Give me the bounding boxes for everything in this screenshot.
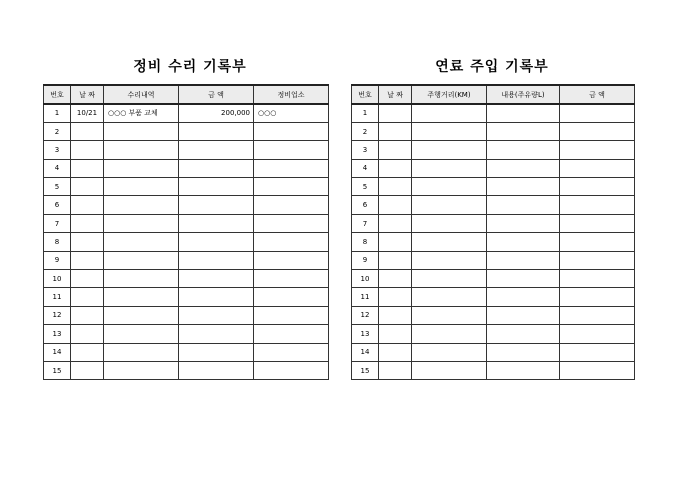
fuel-cell-date[interactable] [379,159,412,177]
table-row [44,325,329,343]
fuel-cell-date[interactable] [379,122,412,140]
repair-cell-repair-shop[interactable] [254,325,329,343]
repair-cell-repair-details[interactable] [104,122,179,140]
fuel-cell-amount[interactable] [560,343,635,361]
repair-header-repair-details: 수리내역 [104,85,179,104]
fuel-cell-mileage[interactable] [412,141,487,159]
fuel-cell-fuel-amount[interactable] [487,104,560,122]
fuel-cell-no: 13 [352,325,379,343]
fuel-cell-no: 5 [352,178,379,196]
repair-cell-repair-details[interactable] [104,159,179,177]
fuel-cell-no: 3 [352,141,379,159]
repair-cell-date[interactable] [71,288,104,306]
table-row [352,233,635,251]
repair-header-no: 번호 [44,85,71,104]
repair-cell-date[interactable] [71,196,104,214]
fuel-cell-amount[interactable] [560,159,635,177]
repair-cell-amount[interactable] [179,361,254,379]
table-row [44,122,329,140]
repair-cell-repair-shop[interactable] [254,361,329,379]
repair-cell-repair-shop[interactable] [254,288,329,306]
fuel-cell-no: 4 [352,159,379,177]
fuel-cell-amount[interactable] [560,270,635,288]
repair-cell-no: 6 [44,196,71,214]
fuel-cell-mileage[interactable] [412,122,487,140]
repair-cell-repair-details[interactable]: ○○○ 부품 교체 [104,104,179,122]
repair-cell-date[interactable] [71,306,104,324]
fuel-cell-fuel-amount[interactable] [487,141,560,159]
fuel-cell-amount[interactable] [560,104,635,122]
repair-cell-no: 13 [44,325,71,343]
table-row [352,343,635,361]
fuel-cell-no: 7 [352,214,379,232]
fuel-cell-amount[interactable] [560,214,635,232]
fuel-log-title: 연료 주입 기록부 [435,59,549,75]
fuel-log-table [351,84,635,380]
repair-log-table [43,84,329,380]
fuel-cell-amount[interactable] [560,306,635,324]
repair-cell-repair-shop[interactable] [254,141,329,159]
repair-cell-no: 8 [44,233,71,251]
repair-cell-date[interactable] [71,141,104,159]
repair-cell-amount[interactable] [179,141,254,159]
repair-cell-amount[interactable] [179,214,254,232]
repair-cell-repair-shop[interactable] [254,343,329,361]
fuel-cell-fuel-amount[interactable] [487,361,560,379]
repair-cell-amount[interactable] [179,325,254,343]
table-row [44,288,329,306]
fuel-cell-date[interactable] [379,104,412,122]
repair-cell-date[interactable] [71,361,104,379]
fuel-cell-fuel-amount[interactable] [487,251,560,269]
fuel-cell-amount[interactable] [560,122,635,140]
fuel-cell-mileage[interactable] [412,361,487,379]
repair-cell-repair-details[interactable] [104,251,179,269]
table-row [44,159,329,177]
repair-cell-amount[interactable] [179,270,254,288]
table-row [352,141,635,159]
fuel-cell-date[interactable] [379,178,412,196]
fuel-header-amount: 금 액 [560,85,635,104]
repair-cell-repair-details[interactable] [104,325,179,343]
fuel-cell-no: 10 [352,270,379,288]
fuel-cell-mileage[interactable] [412,214,487,232]
fuel-cell-amount[interactable] [560,178,635,196]
fuel-cell-mileage[interactable] [412,306,487,324]
repair-cell-no: 7 [44,214,71,232]
repair-cell-repair-details[interactable] [104,288,179,306]
fuel-cell-mileage[interactable] [412,288,487,306]
repair-cell-amount[interactable] [179,251,254,269]
table-row [352,196,635,214]
repair-cell-no: 9 [44,251,71,269]
repair-cell-no: 1 [44,104,71,122]
fuel-cell-mileage[interactable] [412,178,487,196]
fuel-cell-mileage[interactable] [412,233,487,251]
table-row [352,306,635,324]
repair-cell-date[interactable] [71,122,104,140]
repair-cell-date[interactable] [71,343,104,361]
repair-cell-no: 15 [44,361,71,379]
table-row [352,104,635,122]
repair-cell-repair-details[interactable] [104,196,179,214]
repair-cell-repair-shop[interactable] [254,270,329,288]
repair-cell-no: 12 [44,306,71,324]
fuel-cell-amount[interactable] [560,325,635,343]
fuel-cell-date[interactable] [379,196,412,214]
fuel-cell-fuel-amount[interactable] [487,196,560,214]
repair-cell-repair-shop[interactable] [254,251,329,269]
fuel-header-no: 번호 [352,85,379,104]
table-row [44,251,329,269]
repair-cell-repair-details[interactable] [104,343,179,361]
fuel-cell-date[interactable] [379,141,412,159]
fuel-header-mileage: 주행거리(KM) [412,85,487,104]
fuel-cell-date[interactable] [379,214,412,232]
repair-cell-repair-details[interactable] [104,361,179,379]
fuel-cell-no: 2 [352,122,379,140]
fuel-cell-amount[interactable] [560,141,635,159]
table-row [352,122,635,140]
repair-cell-no: 11 [44,288,71,306]
repair-cell-date[interactable] [71,214,104,232]
fuel-cell-date[interactable] [379,361,412,379]
repair-cell-date[interactable]: 10/21 [71,104,104,122]
repair-cell-repair-shop[interactable] [254,233,329,251]
table-row [44,343,329,361]
fuel-cell-fuel-amount[interactable] [487,306,560,324]
repair-cell-no: 10 [44,270,71,288]
fuel-cell-no: 8 [352,233,379,251]
repair-cell-date[interactable] [71,159,104,177]
fuel-header-date: 날 짜 [379,85,412,104]
repair-cell-no: 3 [44,141,71,159]
fuel-cell-fuel-amount[interactable] [487,233,560,251]
table-row [352,270,635,288]
repair-cell-no: 2 [44,122,71,140]
repair-cell-repair-shop[interactable] [254,178,329,196]
table-row [44,196,329,214]
repair-cell-date[interactable] [71,325,104,343]
repair-cell-repair-shop[interactable] [254,214,329,232]
fuel-cell-amount[interactable] [560,288,635,306]
fuel-cell-amount[interactable] [560,196,635,214]
fuel-cell-mileage[interactable] [412,270,487,288]
repair-cell-amount[interactable] [179,178,254,196]
fuel-cell-fuel-amount[interactable] [487,122,560,140]
fuel-cell-amount[interactable] [560,251,635,269]
repair-cell-repair-shop[interactable]: ○○○ [254,104,329,122]
fuel-cell-mileage[interactable] [412,251,487,269]
repair-log-title: 정비 수리 기록부 [133,59,247,75]
table-row [44,214,329,232]
repair-cell-date[interactable] [71,270,104,288]
fuel-cell-mileage[interactable] [412,159,487,177]
repair-cell-no: 5 [44,178,71,196]
fuel-cell-mileage[interactable] [412,196,487,214]
repair-cell-amount[interactable] [179,343,254,361]
repair-cell-date[interactable] [71,233,104,251]
fuel-cell-no: 14 [352,343,379,361]
repair-cell-repair-shop[interactable] [254,159,329,177]
fuel-cell-mileage[interactable] [412,104,487,122]
fuel-cell-no: 12 [352,306,379,324]
fuel-cell-no: 15 [352,361,379,379]
repair-cell-repair-details[interactable] [104,306,179,324]
fuel-cell-fuel-amount[interactable] [487,343,560,361]
table-row [44,270,329,288]
repair-cell-amount[interactable] [179,233,254,251]
fuel-cell-no: 11 [352,288,379,306]
table-row [352,325,635,343]
fuel-cell-amount[interactable] [560,361,635,379]
repair-cell-amount[interactable] [179,159,254,177]
fuel-cell-fuel-amount[interactable] [487,178,560,196]
fuel-cell-no: 9 [352,251,379,269]
table-row [44,104,329,122]
repair-cell-repair-details[interactable] [104,214,179,232]
repair-cell-repair-details[interactable] [104,178,179,196]
fuel-cell-date[interactable] [379,325,412,343]
fuel-cell-date[interactable] [379,306,412,324]
repair-cell-repair-shop[interactable] [254,196,329,214]
repair-cell-repair-details[interactable] [104,141,179,159]
table-row [352,159,635,177]
repair-cell-amount[interactable] [179,288,254,306]
fuel-cell-fuel-amount[interactable] [487,159,560,177]
table-row [352,361,635,379]
fuel-cell-fuel-amount[interactable] [487,325,560,343]
table-row [44,361,329,379]
repair-header-amount: 금 액 [179,85,254,104]
fuel-cell-date[interactable] [379,288,412,306]
fuel-cell-amount[interactable] [560,233,635,251]
repair-cell-repair-details[interactable] [104,270,179,288]
table-row [352,178,635,196]
fuel-cell-date[interactable] [379,251,412,269]
fuel-cell-date[interactable] [379,343,412,361]
table-row [352,251,635,269]
repair-cell-no: 14 [44,343,71,361]
fuel-cell-fuel-amount[interactable] [487,288,560,306]
fuel-cell-mileage[interactable] [412,325,487,343]
repair-cell-amount[interactable] [179,306,254,324]
repair-cell-date[interactable] [71,251,104,269]
fuel-cell-no: 1 [352,104,379,122]
fuel-header-fuel-amount: 내용(주유량L) [487,85,560,104]
repair-header-repair-shop: 정비업소 [254,85,329,104]
repair-cell-repair-shop[interactable] [254,122,329,140]
repair-header-date: 날 짜 [71,85,104,104]
table-row [44,141,329,159]
fuel-cell-date[interactable] [379,270,412,288]
repair-cell-amount[interactable] [179,122,254,140]
table-row [44,233,329,251]
repair-cell-repair-shop[interactable] [254,306,329,324]
fuel-cell-mileage[interactable] [412,343,487,361]
table-row [352,288,635,306]
repair-cell-no: 4 [44,159,71,177]
table-row [44,306,329,324]
repair-cell-date[interactable] [71,178,104,196]
fuel-cell-no: 6 [352,196,379,214]
repair-cell-amount[interactable] [179,196,254,214]
fuel-header-row [352,85,635,104]
table-row [352,214,635,232]
repair-header-row [44,85,329,104]
repair-cell-repair-details[interactable] [104,233,179,251]
repair-cell-amount[interactable]: 200,000 [179,104,254,122]
fuel-cell-fuel-amount[interactable] [487,270,560,288]
fuel-cell-fuel-amount[interactable] [487,214,560,232]
table-row [44,178,329,196]
fuel-cell-date[interactable] [379,233,412,251]
